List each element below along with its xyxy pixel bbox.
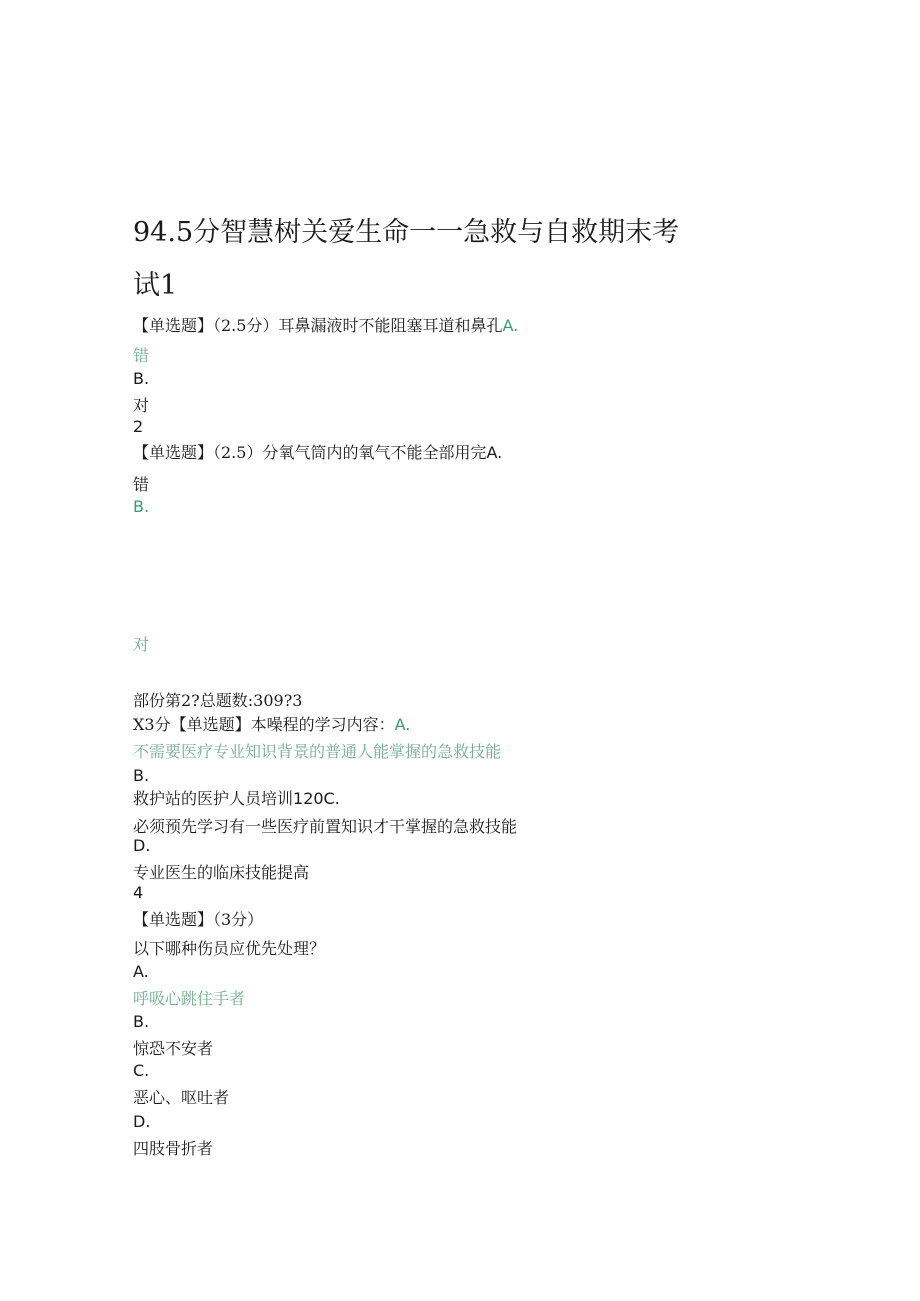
question-1 <box>133 315 518 337</box>
section-header: 部份第2?总题数:309?3 <box>133 691 303 710</box>
question-4-stem: 【单选题】（3分） <box>133 910 264 929</box>
document-title-line-2: 试1 <box>133 270 178 301</box>
question-1-option-b-label: B. <box>133 369 150 388</box>
question-4-question: 以下哪种伤员应优先处理？ <box>133 939 326 958</box>
question-3-option-b-text: 救护站的医护人员培训 <box>133 789 294 808</box>
question-4-option-c-label: C. <box>133 1061 150 1080</box>
question-2-option-b-label: B. <box>133 497 150 516</box>
question-4-option-d-label: D. <box>133 1112 151 1131</box>
question-3-option-b <box>133 788 340 810</box>
question-3-option-c-text: 必须预先学习有一些医疗前置知识才干掌握的急救技能 <box>133 817 518 836</box>
question-3-stem: X3分【单选题】本噪程的学习内容： <box>133 715 395 734</box>
question-1-stem: 【单选题】（2.5分）耳鼻漏液时不能阻塞耳道和鼻孔 <box>133 316 503 335</box>
question-4-option-b-text: 惊恐不安者 <box>133 1039 214 1058</box>
question-3-option-d-label: D. <box>133 836 151 855</box>
question-3-option-c-inline: 120C. <box>293 789 340 808</box>
question-2 <box>133 442 502 464</box>
question-3-option-a-text: 不需要医疗专业知识背景的普通人能掌握的急救技能 <box>133 742 502 761</box>
question-3 <box>133 714 410 736</box>
question-2-option-b-text: 对 <box>133 635 150 654</box>
question-4-option-a-text: 呼吸心跳住手者 <box>133 989 246 1008</box>
question-3-option-a-label: A. <box>394 715 411 734</box>
question-1-option-b-text: 对 <box>133 396 150 415</box>
question-1-option-a-text: 错 <box>133 346 150 365</box>
question-4-option-a-label: A. <box>133 962 149 981</box>
question-3-option-b-label: B. <box>133 766 150 785</box>
question-4-option-d-text: 四肢骨折者 <box>133 1139 214 1158</box>
question-4-option-c-text: 恶心、呕吐者 <box>133 1088 230 1107</box>
question-3-option-d-text: 专业医生的临床技能提高 <box>133 863 310 882</box>
question-2-number: 2 <box>133 417 144 436</box>
document-title-line-1: 94.5分智慧树关爱生命一一急救与自救期末考 <box>133 217 680 248</box>
question-2-option-a-label: A. <box>486 443 503 462</box>
question-4-number: 4 <box>133 883 144 902</box>
question-1-option-a-label: A. <box>502 316 519 335</box>
question-4-option-b-label: B. <box>133 1012 150 1031</box>
question-2-option-a-text: 错 <box>133 475 150 494</box>
question-2-stem: 【单选题】（2.5）分氧气筒内的氧气不能全部用完 <box>133 443 487 462</box>
